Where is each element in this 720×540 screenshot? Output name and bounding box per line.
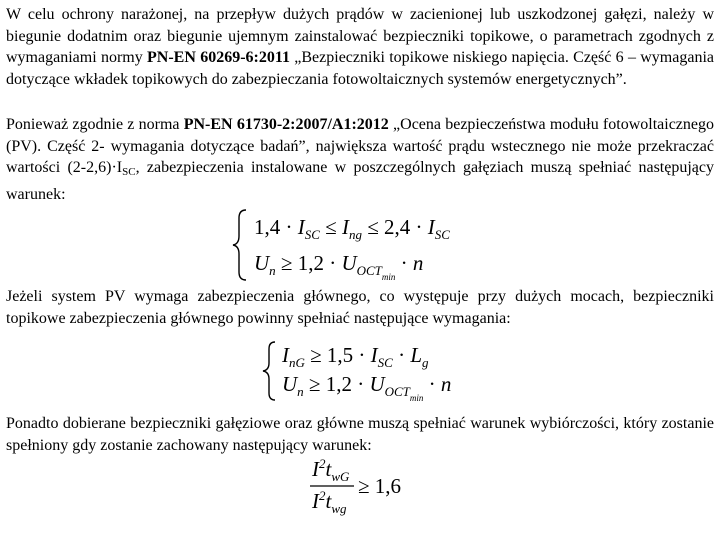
equation-main-condition bbox=[262, 340, 462, 406]
p2-standard: PN-EN 61730-2:2007/A1:2012 bbox=[183, 116, 389, 133]
svg-text:I2twG: $I^2t_{wG}$ bbox=[312, 456, 350, 484]
p1-text-b: „Bezpieczniki topikowe niskiego napięcia. Część 6 – wymagania dotyczące wkładek topikowych do zabezpieczania fotowoltaicznych systemów energetycznych”. bbox=[6, 49, 715, 88]
paragraph-reverse-current bbox=[6, 114, 714, 205]
p2-text-c: , zabezpieczenia instalowane w poszczególnych gałęziach muszą spełniać następujący warunek: bbox=[6, 159, 714, 203]
svg-text:Un ≥ 1,2 · UOCTmin · n: $U_n \ge 1,2 \cdot U_{OCTmin} \cdot n$ bbox=[282, 372, 452, 403]
paragraph-main-protection: Jeżeli system PV wymaga zabezpieczenia głównego, co występuje przy dużych mocach, bezpieczniki topikowe zabezpieczenia głównego powinny spełniać następujące wymagania: bbox=[6, 288, 714, 327]
p2-text-a: Ponieważ zgodnie z norma bbox=[6, 116, 184, 133]
paragraph-intro bbox=[6, 4, 714, 90]
svg-text:1,4 · ISC ≤ Ing ≤ 2,4 · ISC: $1,4 \cdot I_{SC} \le I_{ng} \le 2,4 \cdot I_{SC}$ bbox=[254, 215, 450, 242]
svg-text:≥ 1,6: ≥ 1,6 bbox=[358, 474, 402, 498]
brace-2 bbox=[263, 342, 275, 400]
p1-standard: PN-EN 60269-6:2011 bbox=[147, 49, 290, 66]
svg-text:InG ≥ 1,5 · ISC · Lg: $I_{nG} \ge 1,5 \cdot I_{SC} \cdot L_g$ bbox=[282, 343, 429, 370]
p2-subscript: SC bbox=[122, 166, 136, 178]
brace-1 bbox=[233, 210, 246, 280]
svg-text:Un ≥ 1,2 · UOCTmin · n: $U_n \ge 1,2 \cdot U_{OCTmin} \cdot n$ bbox=[254, 251, 424, 282]
p2-text-b: „Ocena bezpieczeństwa modułu fotowoltaicznego (PV). Część 2- wymagania dotyczące badań”, największa wartość prądu wstecznego nie może przekraczać wartości (2-2,6)·I bbox=[6, 116, 714, 176]
equation-selectivity bbox=[306, 456, 416, 522]
paragraph-selectivity: Ponadto dobierane bezpieczniki gałęziowe oraz główne muszą spełniać warunek wybiórczości, który zostanie spełniony gdy zostanie zachowany następujący warunek: bbox=[6, 415, 714, 454]
p1-text-a: W celu ochrony narażonej, na przepływ dużych prądów w zacienionej lub uszkodzonej gałęzi, należy w biegunie dodatnim oraz biegunie ujemnym zainstalować bezpieczniki topikowe, o parametrach zgodnych z wymaganiami normy bbox=[6, 6, 714, 66]
svg-text:I2twg: $I^2t_{wg}$ bbox=[312, 488, 347, 516]
equation-branch-condition bbox=[232, 208, 472, 286]
